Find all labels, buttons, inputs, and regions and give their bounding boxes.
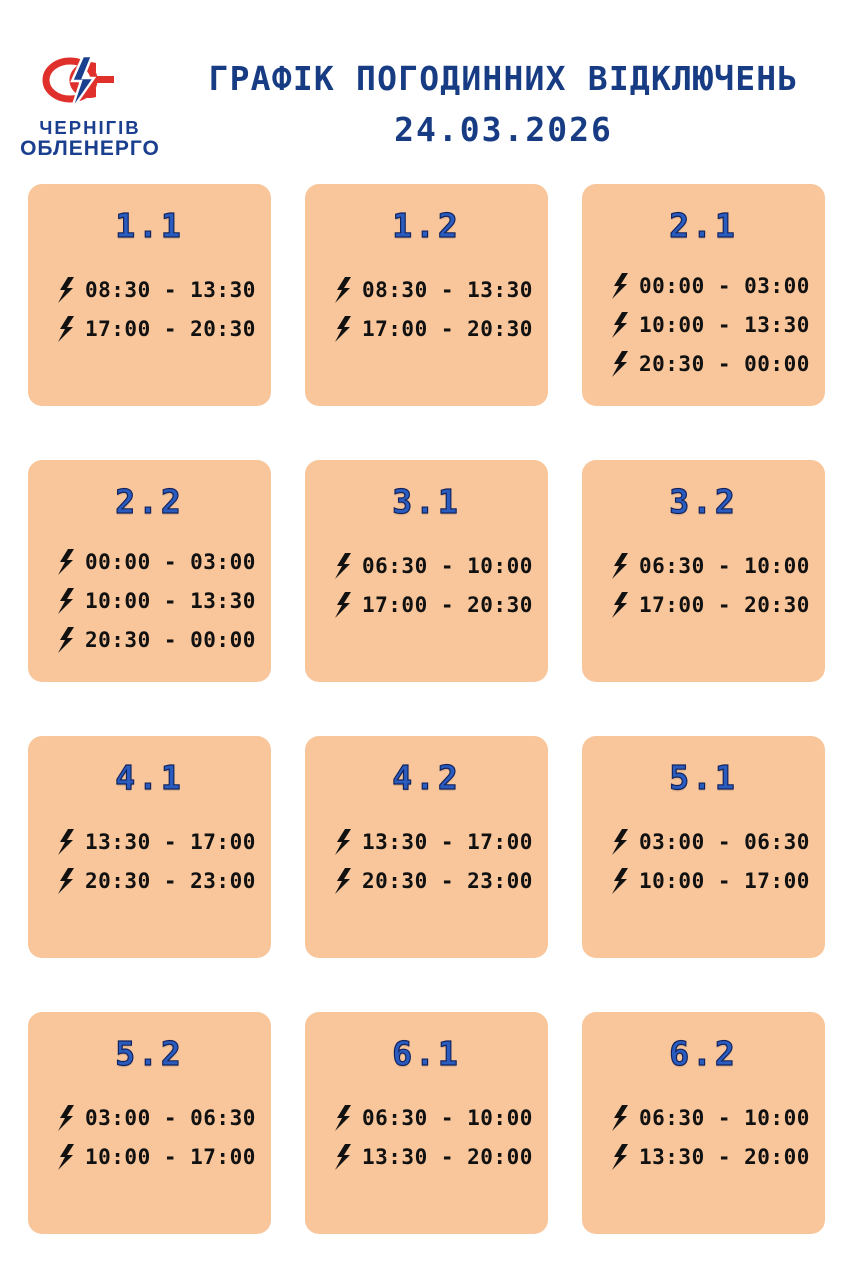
outage-slot-text: 20:30 - 23:00 (362, 869, 533, 893)
outage-slot (612, 1144, 825, 1170)
group-cell (28, 184, 271, 406)
outage-slot (58, 277, 271, 303)
outage-slot-text: 13:30 - 20:00 (639, 1145, 810, 1169)
outage-slot (58, 549, 271, 575)
group-cell (305, 1012, 548, 1234)
outage-slot-text: 08:30 - 13:30 (85, 278, 256, 302)
outage-slot (335, 316, 548, 342)
group-card (305, 184, 548, 406)
lightning-bolt-icon (612, 1105, 629, 1131)
outage-slot (58, 588, 271, 614)
group-card (28, 460, 271, 682)
outage-slot-text: 00:00 - 03:00 (85, 550, 256, 574)
outage-slot (335, 829, 548, 855)
outage-slot-text: 20:30 - 23:00 (85, 869, 256, 893)
lightning-bolt-icon (335, 868, 352, 894)
group-card (28, 736, 271, 958)
outage-slot (612, 312, 825, 338)
lightning-bolt-icon (335, 1144, 352, 1170)
outage-slot-text: 03:00 - 06:30 (85, 1106, 256, 1130)
lightning-bolt-icon (58, 868, 75, 894)
lightning-bolt-icon (335, 1105, 352, 1131)
group-label: 4.2 (392, 758, 461, 797)
outage-slot-text: 20:30 - 00:00 (85, 628, 256, 652)
group-label: 2.2 (115, 482, 184, 521)
outage-slot-text: 13:30 - 20:00 (362, 1145, 533, 1169)
group-cell (582, 460, 825, 682)
lightning-bolt-icon (612, 1144, 629, 1170)
group-cell (305, 460, 548, 682)
lightning-bolt-icon (612, 273, 629, 299)
outage-slot-text: 06:30 - 10:00 (362, 554, 533, 578)
group-label: 5.1 (669, 758, 738, 797)
outage-slot (335, 1105, 548, 1131)
lightning-bolt-icon (612, 553, 629, 579)
group-cell (582, 1012, 825, 1234)
group-label: 2.1 (669, 206, 738, 245)
outage-slot-text: 17:00 - 20:30 (85, 317, 256, 341)
group-slots (28, 825, 271, 894)
group-slots (305, 1101, 548, 1170)
group-card (582, 184, 825, 406)
lightning-bolt-icon (335, 592, 352, 618)
outage-slot (58, 1105, 271, 1131)
schedule-date: 24.03.2026 (394, 110, 613, 149)
group-card (305, 460, 548, 682)
group-slots (28, 273, 271, 342)
outage-slot (58, 829, 271, 855)
outage-slot-text: 08:30 - 13:30 (362, 278, 533, 302)
group-slots (582, 549, 825, 618)
outage-slot-text: 17:00 - 20:30 (639, 593, 810, 617)
outage-slot-text: 20:30 - 00:00 (639, 352, 810, 376)
group-slots (582, 1101, 825, 1170)
page-title: ГРАФІК ПОГОДИННИХ ВІДКЛЮЧЕНЬ (208, 59, 799, 98)
outage-slot (612, 553, 825, 579)
outage-slot (612, 1105, 825, 1131)
outage-slot-text: 06:30 - 10:00 (639, 1106, 810, 1130)
lightning-bolt-icon (58, 627, 75, 653)
title-block (180, 59, 853, 149)
groups-grid (0, 170, 853, 1234)
group-card (28, 1012, 271, 1234)
group-label: 1.1 (115, 206, 184, 245)
group-card (582, 736, 825, 958)
lightning-bolt-icon (58, 549, 75, 575)
group-label: 6.2 (669, 1034, 738, 1073)
outage-slot (58, 868, 271, 894)
outage-slot-text: 17:00 - 20:30 (362, 593, 533, 617)
outage-slot (58, 627, 271, 653)
outage-slot-text: 00:00 - 03:00 (639, 274, 810, 298)
group-cell (305, 184, 548, 406)
group-cell (28, 460, 271, 682)
lightning-bolt-icon (612, 592, 629, 618)
outage-slot-text: 10:00 - 13:30 (85, 589, 256, 613)
outage-slot (612, 829, 825, 855)
lightning-bolt-icon (335, 829, 352, 855)
lightning-bolt-icon (335, 316, 352, 342)
outage-slot (335, 553, 548, 579)
group-slots (305, 825, 548, 894)
group-label: 6.1 (392, 1034, 461, 1073)
outage-slot (612, 592, 825, 618)
lightning-bolt-icon (335, 277, 352, 303)
lightning-bolt-icon (58, 277, 75, 303)
outage-slot-text: 06:30 - 10:00 (362, 1106, 533, 1130)
outage-slot (612, 868, 825, 894)
company-logo (0, 48, 180, 161)
logo-line-2: ОБЛЕНЕРГО (20, 137, 160, 161)
poster-header (0, 0, 853, 170)
group-slots (582, 273, 825, 377)
group-label: 3.2 (669, 482, 738, 521)
outage-slot-text: 10:00 - 17:00 (85, 1145, 256, 1169)
group-card (305, 1012, 548, 1234)
group-cell (305, 736, 548, 958)
outage-slot (612, 351, 825, 377)
group-cell (28, 736, 271, 958)
lightning-bolt-icon (58, 316, 75, 342)
group-slots (28, 549, 271, 653)
outage-slot-text: 10:00 - 17:00 (639, 869, 810, 893)
outage-slot (58, 1144, 271, 1170)
logo-line-1: ЧЕРНІГІВ (39, 116, 141, 138)
group-cell (582, 736, 825, 958)
outage-slot-text: 13:30 - 17:00 (85, 830, 256, 854)
group-slots (305, 549, 548, 618)
outage-slot (335, 868, 548, 894)
group-label: 1.2 (392, 206, 461, 245)
lightning-bolt-icon (58, 588, 75, 614)
outage-slot (335, 1144, 548, 1170)
lightning-bolt-icon (58, 1105, 75, 1131)
lightning-bolt-icon (58, 1144, 75, 1170)
outage-slot (612, 273, 825, 299)
group-card (28, 184, 271, 406)
outage-slot (335, 277, 548, 303)
group-card (582, 460, 825, 682)
outage-slot-text: 10:00 - 13:30 (639, 313, 810, 337)
lightning-bolt-icon (612, 829, 629, 855)
lightning-bolt-icon (612, 312, 629, 338)
outage-slot-text: 06:30 - 10:00 (639, 554, 810, 578)
lightning-bolt-icon (612, 351, 629, 377)
group-cell (28, 1012, 271, 1234)
chernihiv-oblenergo-logo-icon (36, 54, 144, 116)
lightning-bolt-icon (612, 868, 629, 894)
outage-slot (335, 592, 548, 618)
group-slots (28, 1101, 271, 1170)
lightning-bolt-icon (335, 553, 352, 579)
outage-slot-text: 17:00 - 20:30 (362, 317, 533, 341)
group-card (305, 736, 548, 958)
group-card (582, 1012, 825, 1234)
outage-slot-text: 13:30 - 17:00 (362, 830, 533, 854)
group-label: 3.1 (392, 482, 461, 521)
group-label: 5.2 (115, 1034, 184, 1073)
group-cell (582, 184, 825, 406)
outage-slot (58, 316, 271, 342)
lightning-bolt-icon (58, 829, 75, 855)
group-slots (582, 825, 825, 894)
group-label: 4.1 (115, 758, 184, 797)
outage-slot-text: 03:00 - 06:30 (639, 830, 810, 854)
group-slots (305, 273, 548, 342)
